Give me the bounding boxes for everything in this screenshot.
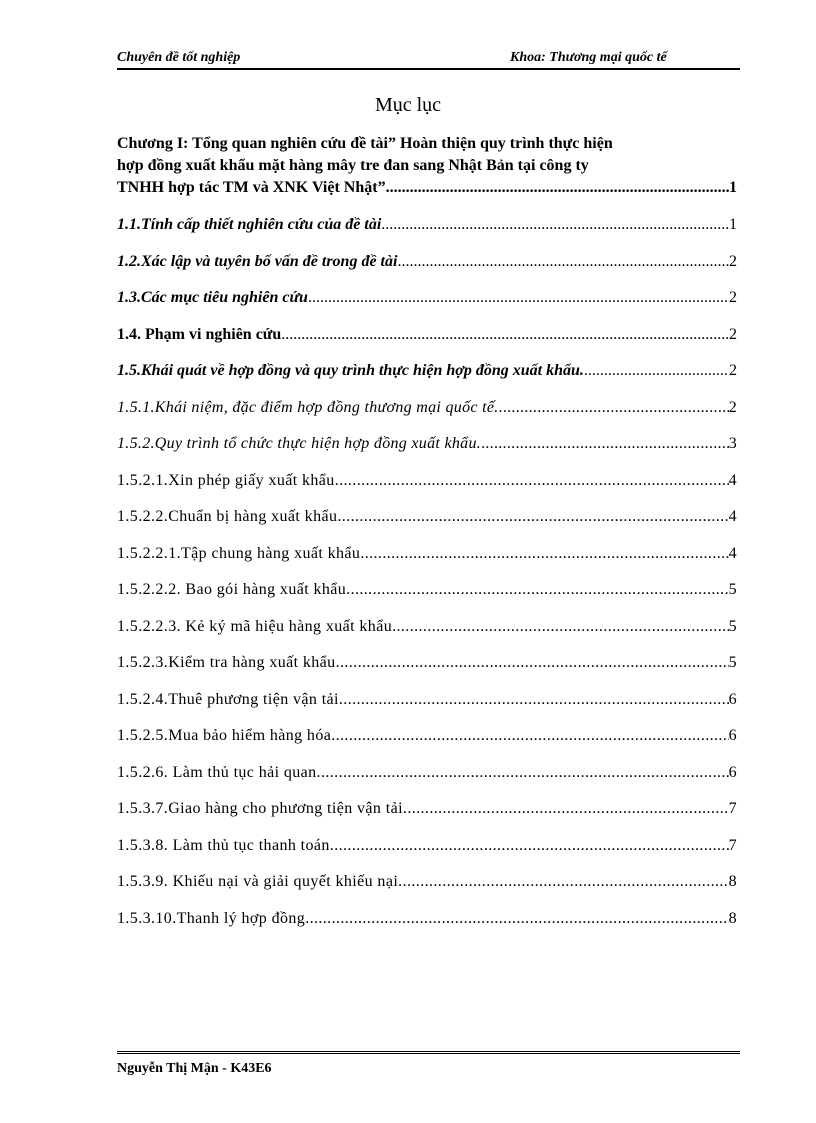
footer-author: Nguyễn Thị Mận - K43E6 <box>117 1061 272 1076</box>
page-number: 3 <box>728 435 737 452</box>
dot-leader <box>336 718 729 755</box>
toc-section-1-1[interactable] <box>117 207 737 244</box>
entry-title: 1.5.2.2.2. Bao gói hàng xuất khẩu. <box>117 581 351 598</box>
dot-leader <box>365 536 729 573</box>
entry-title: 1.5.2.1.Xin phép giấy xuất khẩu. <box>117 471 340 489</box>
page-number: 4 <box>728 544 737 562</box>
toc-section-1-2[interactable] <box>117 244 737 281</box>
entry-title: 1.2.Xác lập và tuyên bố vấn đề trong đề tài <box>117 252 398 270</box>
dot-leader <box>397 244 729 281</box>
entry-title: 1.1.Tính cấp thiết nghiên cứu của đề tài <box>117 216 382 233</box>
dot-leader <box>281 317 729 354</box>
header-thesis-label: Chuyên đề tốt nghiệp <box>117 50 241 65</box>
dot-leader <box>334 828 728 865</box>
toc-item[interactable] <box>117 463 737 500</box>
entry-title: 1.5.3.10.Thanh lý hợp đồng <box>117 909 306 927</box>
dot-leader <box>339 463 728 500</box>
toc-item[interactable] <box>117 682 737 719</box>
chapter-line-3: TNHH hợp tác TM và XNK Việt Nhật” <box>117 179 386 196</box>
table-of-contents <box>117 133 737 937</box>
page-number: 5 <box>728 581 737 598</box>
dot-leader <box>351 572 729 609</box>
dot-leader <box>481 426 729 463</box>
toc-item[interactable] <box>117 536 737 573</box>
dot-leader <box>342 499 729 536</box>
page-number: 2 <box>729 252 737 270</box>
page-number: 8 <box>728 909 737 927</box>
dot-leader <box>308 280 729 317</box>
toc-item[interactable] <box>117 718 737 755</box>
entry-title: 1.5.2.2.1.Tập chung hàng xuất khẩu. <box>117 544 365 562</box>
toc-chapter-1[interactable] <box>117 133 737 199</box>
entry-title: 1.5.2.4.Thuê phương tiện vận tải. <box>117 690 344 708</box>
page-number: 2 <box>729 289 737 306</box>
dot-leader <box>403 864 729 901</box>
page-number: 7 <box>728 836 737 854</box>
page-title: Mục lục <box>374 94 442 116</box>
toc-item[interactable] <box>117 791 737 828</box>
page-number: 6 <box>728 690 737 708</box>
page-number: 7 <box>728 800 737 817</box>
toc-section-1-3[interactable] <box>117 280 737 317</box>
dot-leader <box>584 353 729 390</box>
entry-title: 1.5.2.2.Chuẩn bị hàng xuất khẩu. <box>117 508 342 525</box>
toc-item[interactable] <box>117 572 737 609</box>
entry-title: 1.5.3.9. Khiếu nại và giải quyết khiếu nại. <box>117 873 403 890</box>
dot-leader <box>407 791 728 828</box>
page-number: 4 <box>728 508 737 525</box>
dot-leader <box>321 755 729 792</box>
page-number: 8 <box>728 873 737 890</box>
page-number: 1 <box>729 179 737 196</box>
dot-leader <box>381 207 729 244</box>
toc-item[interactable] <box>117 609 737 646</box>
footer-divider <box>117 1051 740 1054</box>
page-number: 4 <box>728 471 737 489</box>
entry-title: 1.5.2.3.Kiểm tra hàng xuất khẩu. <box>117 654 340 671</box>
toc-item[interactable] <box>117 828 737 865</box>
entry-title: 1.5.2.Quy trình tổ chức thực hiện hợp đồng xuất khẩu. <box>117 435 482 452</box>
page-number: 2 <box>728 398 737 416</box>
entry-title: 1.3.Các mục tiêu nghiên cứu <box>117 289 308 306</box>
toc-subsection-1-5-1[interactable] <box>117 390 737 427</box>
entry-title: 1.5.2.5.Mua bảo hiểm hàng hóa. <box>117 727 336 744</box>
entry-title: 1.5.3.8. Làm thủ tục thanh toán. <box>117 836 335 854</box>
toc-item[interactable] <box>117 864 737 901</box>
page-number: 2 <box>729 362 737 379</box>
page-header <box>117 50 740 70</box>
entry-title: 1.4. Phạm vi nghiên cứu <box>117 325 282 343</box>
toc-item[interactable] <box>117 755 737 792</box>
entry-title: 1.5.Khái quát về hợp đồng và quy trình thực hiện hợp đồng xuất khẩu. <box>117 362 584 379</box>
toc-subsection-1-5-2[interactable] <box>117 426 737 463</box>
dot-leader <box>343 682 728 719</box>
entry-title: 1.5.2.6. Làm thủ tục hải quan. <box>117 763 321 781</box>
entry-title: 1.5.3.7.Giao hàng cho phương tiện vận tải. <box>117 800 408 817</box>
dot-leader <box>340 645 729 682</box>
dot-leader <box>305 901 728 938</box>
header-faculty-label: Khoa: Thương mại quốc tế <box>510 50 667 65</box>
dot-leader <box>499 390 729 427</box>
dot-leader <box>386 177 729 199</box>
page-number: 2 <box>729 325 737 343</box>
entry-title: 1.5.1.Khái niệm, đặc điểm hợp đồng thương mại quốc tế. <box>117 398 499 416</box>
toc-item[interactable] <box>117 499 737 536</box>
toc-item[interactable] <box>117 901 737 938</box>
page-number: 1 <box>729 216 737 233</box>
chapter-line-1: Chương I: Tổng quan nghiên cứu đề tài” Hoàn thiện quy trình thực hiện <box>117 135 613 152</box>
page-number: 5 <box>728 617 737 635</box>
dot-leader <box>397 609 729 646</box>
chapter-line-2: hợp đồng xuất khẩu mặt hàng mây tre đan sang Nhật Bản tại công ty <box>117 157 589 174</box>
toc-section-1-4[interactable] <box>117 317 737 354</box>
page-number: 5 <box>728 654 737 671</box>
entry-title: 1.5.2.2.3. Kẻ ký mã hiệu hàng xuất khẩu. <box>117 617 397 635</box>
page-number: 6 <box>728 727 737 744</box>
page-number: 6 <box>728 763 737 781</box>
toc-section-1-5[interactable] <box>117 353 737 390</box>
toc-item[interactable] <box>117 645 737 682</box>
